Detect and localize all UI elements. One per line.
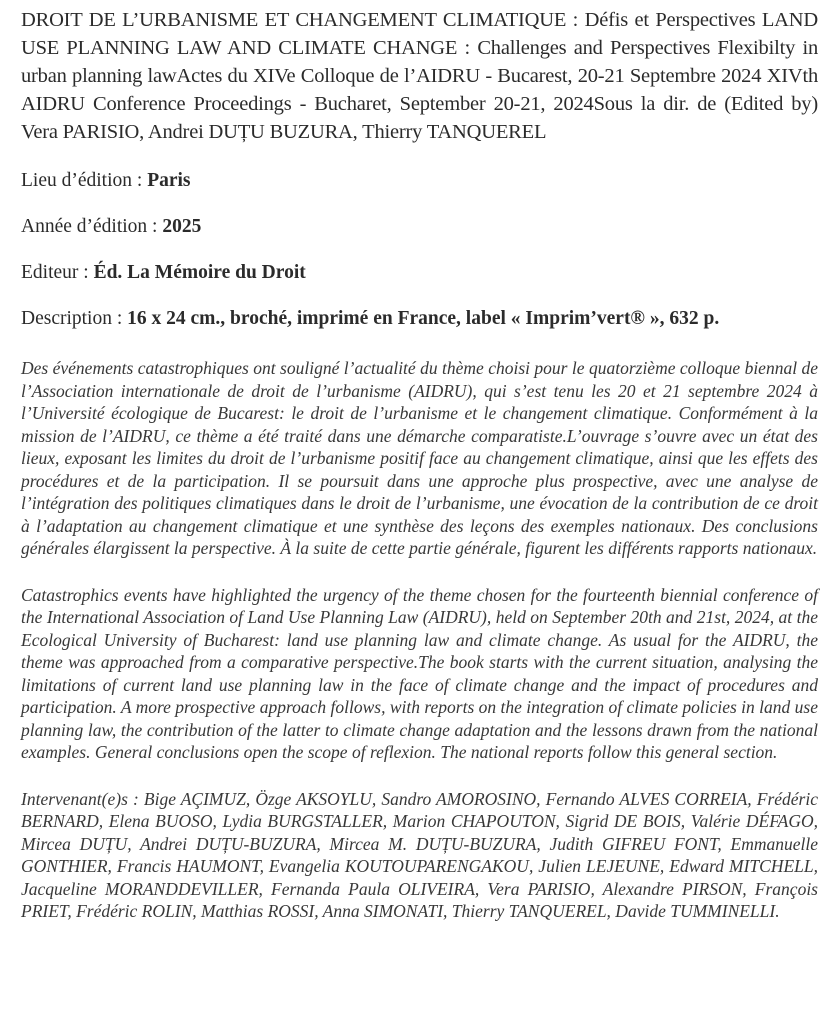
year-of-publication-label: Année d’édition : [21, 216, 158, 237]
abstract-english-paragraph: Catastrophics events have highlighted the urgency of the theme chosen for the fourteenth biennial conference of the International Association of Land Use Planning Law (AIDRU), held on September 20th and 21st, 2024, at the Ecological University of Bucharest: land use planning law and climate change. As usual for the AIDRU, the theme was approached from a comparative perspective.The book starts with the current situation, analysing the limitations of current land use planning law in the face of climate change and the impact of procedures and participation. A more prospective approach follows, with reports on the integration of climate policies in land use planning law, the contribution of the latter to climate change adaptation and the lessons drawn from the national examples. General conclusions open the scope of reflexion. The national reports follow this general section. [21, 584, 818, 762]
place-of-publication-label: Lieu d’édition : [21, 170, 143, 191]
description-value: 16 x 24 cm., broché, imprimé en France, label « Imprim’vert® », 632 p. [127, 308, 720, 329]
book-title: DROIT DE L’URBANISME ET CHANGEMENT CLIMATIQUE : Défis et Perspectives LAND USE PLANNING LAW AND CLIMATE CHANGE : Challenges and Perspectives Flexibilty in urban planning lawActes du XIVe Colloque de l’AIDRU - Bucarest, 20-21 Septembre 2024 XIVth AIDRU Conference Proceedings - Bucharet, September 20-21, 2024Sous la dir. de (Edited by) Vera PARISIO, Andrei DUȚU BUZURA, Thierry TANQUEREL [21, 9, 818, 143]
publisher-label: Editeur : [21, 262, 89, 283]
meta-row-publisher [21, 262, 818, 284]
description-label: Description : [21, 308, 123, 329]
speakers-list-paragraph: Intervenant(e)s : Bige AÇIMUZ, Özge AKSOYLU, Sandro AMOROSINO, Fernando ALVES CORREIA, Frédéric BERNARD, Elena BUOSO, Lydia BURGSTALLER, Marion CHAPOUTON, Sigrid DE BOIS, Valérie DÉFAGO, Mircea DUȚU, Andrei DUȚU-BUZURA, Mircea M. DUȚU-BUZURA, Judith GIFREU FONT, Emmanuelle GONTHIER, Francis HAUMONT, Evangelia KOUTOUPARENGAKOU, Julien LEJEUNE, Edward MITCHELL, Jacqueline MORANDDEVILLER, Fernanda Paula OLIVEIRA, Vera PARISIO, Alexandre PIRSON, François PRIET, Frédéric ROLIN, Matthias ROSSI, Anna SIMONATI, Thierry TANQUEREL, Davide TUMMINELLI. [21, 788, 818, 921]
abstract-french-paragraph: Des événements catastrophiques ont souligné l’actualité du thème choisi pour le quatorzième colloque biennal de l’Association internationale de droit de l’urbanisme (AIDRU), qui s’est tenu les 20 et 21 septembre 2024 à l’Université écologique de Bucarest: le droit de l’urbanisme et le changement climatique. Conformément à la mission de l’AIDRU, ce thème a été traité dans une démarche comparatiste.L’ouvrage s’ouvre avec un état des lieux, exposant les limites du droit de l’urbanisme positif face au changement climatique, ainsi que les effets des procédures et de la participation. Il se poursuit dans une approche plus prospective, avec une analyse de l’intégration des politiques climatiques dans le droit de l’urbanisme, une évocation de la contribution de ce droit à l’adaptation au changement climatique et une synthèse des leçons des exemples nationaux. Des conclusions générales élargissent la perspective. À la suite de cette partie générale, figurent les différents rapports nationaux. [21, 358, 818, 558]
metadata-section [21, 170, 818, 330]
year-of-publication-value: 2025 [162, 216, 202, 237]
meta-row-description [21, 308, 818, 330]
meta-row-year-of-publication [21, 216, 818, 238]
publisher-value: Éd. La Mémoire du Droit [93, 262, 306, 283]
place-of-publication-value: Paris [147, 170, 191, 191]
meta-row-place-of-publication [21, 170, 818, 192]
